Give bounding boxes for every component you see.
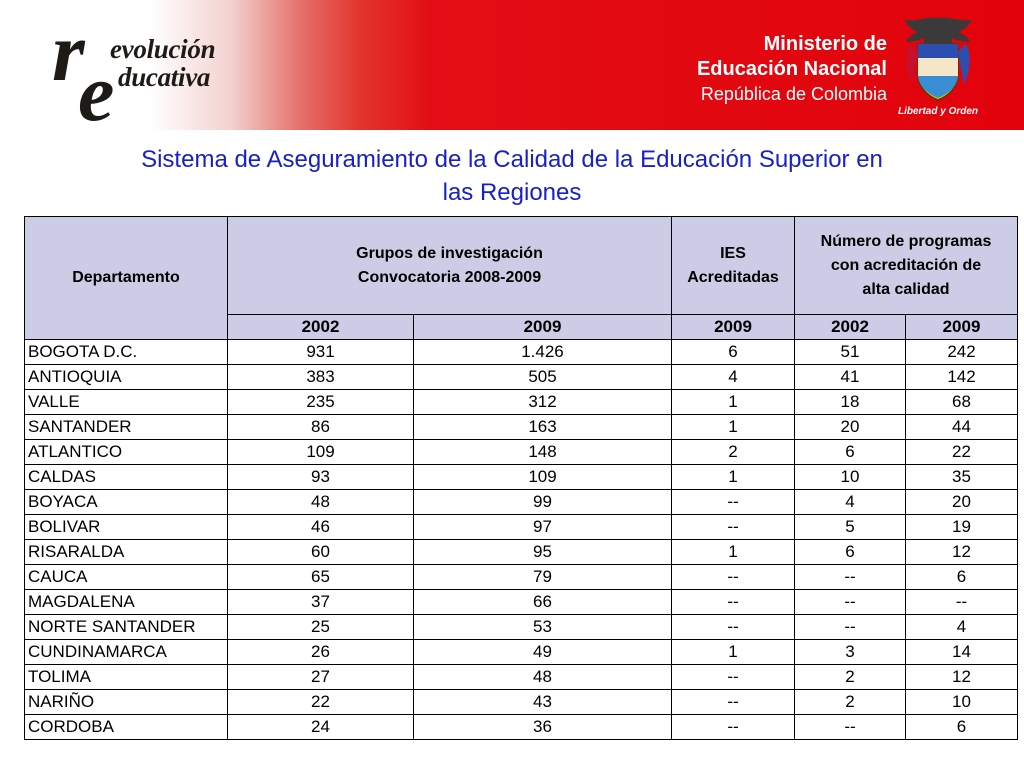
cell-ies-2009: 2: [672, 440, 795, 465]
cell-grupos-2002: 60: [228, 540, 414, 565]
cell-departamento: TOLIMA: [25, 665, 228, 690]
ministry-line-3: República de Colombia: [700, 84, 887, 104]
cell-prog-2002: 10: [795, 465, 906, 490]
cell-prog-2002: 41: [795, 365, 906, 390]
column-header-grupos: Grupos de investigación Convocatoria 2008-2009: [228, 217, 672, 315]
cell-departamento: VALLE: [25, 390, 228, 415]
table-row: [25, 640, 1018, 665]
cell-grupos-2009: 79: [414, 565, 672, 590]
cell-grupos-2009: 163: [414, 415, 672, 440]
table-row: [25, 715, 1018, 740]
cell-prog-2002: 6: [795, 440, 906, 465]
cell-departamento: CAUCA: [25, 565, 228, 590]
subheader-ies-2009: 2009: [672, 315, 795, 340]
cell-prog-2009: 35: [906, 465, 1018, 490]
cell-prog-2009: 12: [906, 540, 1018, 565]
cell-grupos-2002: 27: [228, 665, 414, 690]
table-row: [25, 390, 1018, 415]
cell-departamento: ATLANTICO: [25, 440, 228, 465]
table-row: [25, 415, 1018, 440]
cell-prog-2002: 5: [795, 515, 906, 540]
subheader-programas-2009: 2009: [906, 315, 1018, 340]
cell-ies-2009: --: [672, 490, 795, 515]
cell-departamento: NORTE SANTANDER: [25, 615, 228, 640]
cell-prog-2009: 44: [906, 415, 1018, 440]
cell-ies-2009: 1: [672, 415, 795, 440]
cell-ies-2009: 1: [672, 390, 795, 415]
cell-prog-2009: 142: [906, 365, 1018, 390]
cell-grupos-2002: 26: [228, 640, 414, 665]
cell-grupos-2009: 66: [414, 590, 672, 615]
cell-prog-2009: 22: [906, 440, 1018, 465]
cell-departamento: ANTIOQUIA: [25, 365, 228, 390]
subheader-grupos-2009: 2009: [414, 315, 672, 340]
cell-ies-2009: 6: [672, 340, 795, 365]
quality-assurance-table: [24, 216, 1018, 740]
table-row: [25, 465, 1018, 490]
cell-departamento: CUNDINAMARCA: [25, 640, 228, 665]
ministry-line-2: Educación Nacional: [696, 58, 887, 80]
cell-ies-2009: --: [672, 515, 795, 540]
cell-prog-2002: --: [795, 590, 906, 615]
column-header-programas: Número de programas con acreditación de alta calidad: [795, 217, 1018, 315]
logo-word-educativa: ducativa: [118, 62, 211, 92]
page-title-line-2: las Regiones: [442, 179, 582, 206]
cell-ies-2009: --: [672, 590, 795, 615]
cell-grupos-2002: 24: [228, 715, 414, 740]
cell-prog-2009: 20: [906, 490, 1018, 515]
table-row: [25, 365, 1018, 390]
cell-prog-2009: 4: [906, 615, 1018, 640]
cell-prog-2002: 6: [795, 540, 906, 565]
table-row: [25, 565, 1018, 590]
subheader-programas-2002: 2002: [795, 315, 906, 340]
table-row: [25, 340, 1018, 365]
cell-prog-2009: 6: [906, 715, 1018, 740]
cell-prog-2009: 6: [906, 565, 1018, 590]
cell-ies-2009: --: [672, 565, 795, 590]
cell-departamento: BOYACA: [25, 490, 228, 515]
cell-grupos-2009: 99: [414, 490, 672, 515]
cell-grupos-2002: 109: [228, 440, 414, 465]
table-row: [25, 440, 1018, 465]
logo-word-revolucion: evolución: [110, 34, 216, 64]
cell-grupos-2009: 1.426: [414, 340, 672, 365]
cell-departamento: RISARALDA: [25, 540, 228, 565]
cell-prog-2002: 3: [795, 640, 906, 665]
table-row: [25, 490, 1018, 515]
cell-ies-2009: --: [672, 715, 795, 740]
cell-prog-2009: 19: [906, 515, 1018, 540]
cell-grupos-2009: 95: [414, 540, 672, 565]
cell-prog-2009: 12: [906, 665, 1018, 690]
cell-prog-2002: --: [795, 715, 906, 740]
cell-grupos-2009: 97: [414, 515, 672, 540]
cell-prog-2002: 18: [795, 390, 906, 415]
cell-grupos-2002: 25: [228, 615, 414, 640]
table-row: [25, 615, 1018, 640]
column-header-ies: IES Acreditadas: [672, 217, 795, 315]
cell-departamento: BOGOTA D.C.: [25, 340, 228, 365]
logo-letter-r: r: [52, 6, 85, 99]
table-row: [25, 540, 1018, 565]
cell-departamento: CALDAS: [25, 465, 228, 490]
table-row: [25, 515, 1018, 540]
cell-grupos-2002: 46: [228, 515, 414, 540]
cell-grupos-2002: 48: [228, 490, 414, 515]
coat-of-arms-motto: Libertad y Orden: [898, 106, 979, 117]
cell-ies-2009: 1: [672, 465, 795, 490]
cell-departamento: MAGDALENA: [25, 590, 228, 615]
cell-departamento: CORDOBA: [25, 715, 228, 740]
cell-grupos-2002: 235: [228, 390, 414, 415]
cell-grupos-2002: 37: [228, 590, 414, 615]
cell-ies-2009: 1: [672, 540, 795, 565]
cell-grupos-2009: 49: [414, 640, 672, 665]
cell-grupos-2009: 48: [414, 665, 672, 690]
cell-grupos-2002: 383: [228, 365, 414, 390]
revolucion-educativa-logo: [48, 6, 268, 138]
cell-prog-2002: --: [795, 565, 906, 590]
cell-grupos-2002: 65: [228, 565, 414, 590]
cell-grupos-2002: 931: [228, 340, 414, 365]
cell-departamento: SANTANDER: [25, 415, 228, 440]
cell-grupos-2009: 43: [414, 690, 672, 715]
cell-prog-2002: 4: [795, 490, 906, 515]
ministry-line-1: Ministerio de: [763, 33, 887, 55]
coat-of-arms-icon: [898, 14, 978, 106]
cell-prog-2002: --: [795, 615, 906, 640]
cell-departamento: BOLIVAR: [25, 515, 228, 540]
cell-prog-2009: 14: [906, 640, 1018, 665]
cell-ies-2009: --: [672, 690, 795, 715]
logo-letter-e: e: [78, 47, 115, 138]
cell-grupos-2009: 148: [414, 440, 672, 465]
cell-ies-2009: --: [672, 615, 795, 640]
cell-prog-2009: 68: [906, 390, 1018, 415]
cell-ies-2009: 4: [672, 365, 795, 390]
cell-grupos-2009: 109: [414, 465, 672, 490]
cell-grupos-2002: 93: [228, 465, 414, 490]
cell-grupos-2009: 505: [414, 365, 672, 390]
cell-prog-2009: --: [906, 590, 1018, 615]
subheader-grupos-2002: 2002: [228, 315, 414, 340]
cell-grupos-2002: 22: [228, 690, 414, 715]
coat-of-arms: [898, 14, 978, 122]
page-title: [40, 143, 984, 209]
table-row: [25, 590, 1018, 615]
cell-ies-2009: --: [672, 665, 795, 690]
cell-grupos-2002: 86: [228, 415, 414, 440]
cell-grupos-2009: 53: [414, 615, 672, 640]
table-row: [25, 665, 1018, 690]
ministry-name: [697, 32, 887, 107]
cell-prog-2009: 10: [906, 690, 1018, 715]
cell-prog-2002: 51: [795, 340, 906, 365]
cell-prog-2009: 242: [906, 340, 1018, 365]
cell-prog-2002: 20: [795, 415, 906, 440]
cell-ies-2009: 1: [672, 640, 795, 665]
cell-grupos-2009: 36: [414, 715, 672, 740]
cell-prog-2002: 2: [795, 690, 906, 715]
cell-departamento: NARIÑO: [25, 690, 228, 715]
column-header-departamento: Departamento: [25, 217, 228, 340]
cell-grupos-2009: 312: [414, 390, 672, 415]
cell-prog-2002: 2: [795, 665, 906, 690]
page-title-line-1: Sistema de Aseguramiento de la Calidad de la Educación Superior en: [141, 146, 883, 173]
table-row: [25, 690, 1018, 715]
